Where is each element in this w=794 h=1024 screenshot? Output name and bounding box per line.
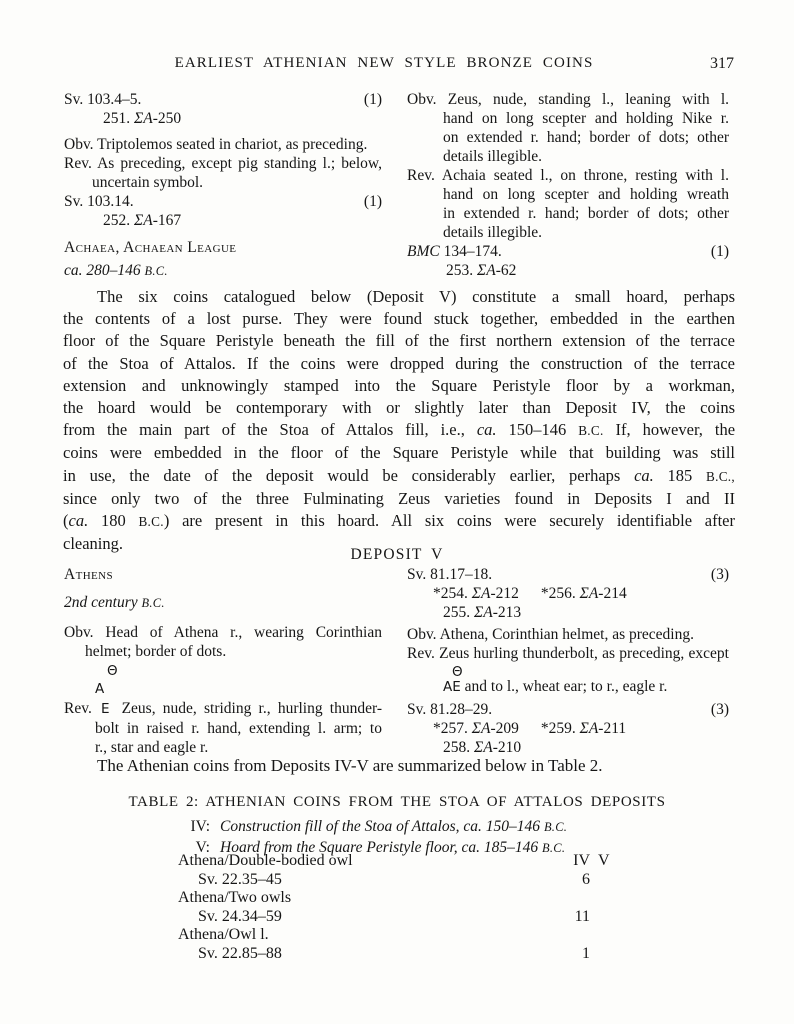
catalog-entry-ref bbox=[64, 90, 382, 109]
table-cell-value-iv: 1 bbox=[582, 944, 590, 962]
table-row-label: Athena/Double-bodied owl bbox=[178, 852, 353, 869]
reverse-description: Rev. E Zeus, nude, striding r., hurling thunder- bbox=[64, 700, 382, 717]
obverse-description: Obv. Zeus, nude, standing l., leaning with l. bbox=[407, 91, 729, 108]
century-date: 2nd century B.C. bbox=[64, 594, 165, 611]
paragraph-line: floor of the Square Peristyle beneath the fill of the first northern extension of the terrace bbox=[63, 331, 735, 351]
reverse-description-cont: uncertain symbol. bbox=[92, 174, 204, 191]
catalog-number: 251. ΣA-250 bbox=[103, 110, 182, 127]
catalog-number: 253. ΣA-62 bbox=[446, 262, 517, 279]
paragraph-line: cleaning. bbox=[63, 534, 124, 554]
reverse-description: Rev. As preceding, except pig standing l.; below, bbox=[64, 155, 382, 172]
catalog-entry-ref: BMC 134–174. (1) bbox=[407, 243, 729, 260]
table-cell-value-iv: 6 bbox=[582, 870, 590, 888]
ethnic-monogram bbox=[407, 663, 729, 680]
region-date-range: ca. 280–146 B.C. bbox=[64, 262, 168, 279]
region-heading: Achaea, Achaean League bbox=[64, 239, 237, 256]
paragraph-line: extension and unknowingly stamped into the Square Peristyle floor by a workman, bbox=[63, 375, 735, 395]
catalog-column-left bbox=[64, 90, 382, 281]
paragraph-line: from the main part of the Stoa of Attalos fill, i.e., ca. 150–146 B.C. If, however, the bbox=[63, 420, 736, 440]
alpha-monogram: A bbox=[95, 681, 105, 697]
paragraph-line: in use, the date of the deposit would be considerably earlier, perhaps ca. 185 B.C., bbox=[63, 465, 735, 485]
epsilon-monogram: E bbox=[101, 701, 110, 717]
paragraph-line: the hoard would be contemporary with or slightly later than Deposit IV, the coins bbox=[63, 398, 735, 418]
table-cell-value-iv: 11 bbox=[574, 907, 590, 925]
table-legend-item: V: Hoard from the Square Peristyle floor, ca. 185–146 B.C. bbox=[195, 838, 566, 856]
sv-reference: Sv. 103.4–5. bbox=[64, 91, 142, 108]
obverse-description: Obv. Head of Athena r., wearing Corinthian bbox=[64, 624, 382, 641]
entry-count: (3) bbox=[710, 701, 729, 718]
paragraph-line: of the Stoa of Attalos. If the coins were dropped during the construction of the terrace bbox=[63, 353, 735, 373]
paragraph-line: the contents of a lost purse. They were found stuck together, embedded in the earthen bbox=[63, 309, 735, 329]
body-paragraph bbox=[63, 286, 735, 555]
table-title: TABLE 2: ATHENIAN COINS FROM THE STOA OF ATTALOS DEPOSITS bbox=[128, 794, 666, 810]
table-row-ref: Sv. 22.35–45 6 bbox=[198, 870, 590, 888]
theta-monogram: Θ bbox=[452, 664, 463, 680]
table-row-ref: Sv. 24.34–59 11 bbox=[198, 907, 590, 925]
catalog-number-pair: *257. ΣA-209 *259. ΣA-211 bbox=[433, 720, 627, 737]
table-col-header-v: V bbox=[598, 852, 610, 869]
deposit-column-right bbox=[407, 565, 729, 757]
ae-monogram: AE bbox=[443, 679, 461, 695]
reverse-description: Rev. Achaia seated l., on throne, resting with l. bbox=[407, 167, 729, 184]
catalog-entry-ref bbox=[407, 565, 729, 584]
table-col-header-iv: IV bbox=[573, 852, 590, 869]
catalog-entry-ref bbox=[407, 700, 729, 719]
catalog-number: 252. ΣA-167 bbox=[103, 212, 182, 229]
sv-reference: Sv. 81.17–18. bbox=[407, 566, 493, 583]
table-legend-item: IV: Construction fill of the Stoa of Attalos, ca. 150–146 B.C. bbox=[190, 818, 568, 835]
paragraph-line: (ca. 180 B.C.) are present in this hoard. All six coins were securely identifiable after bbox=[63, 511, 736, 531]
obverse-description: Obv. Triptolemos seated in chariot, as preceding. bbox=[64, 136, 368, 153]
reverse-description: Rev. Zeus hurling thunderbolt, as preceding, except bbox=[407, 645, 729, 662]
table-row-label: Athena/Owl l. bbox=[178, 926, 269, 943]
coin-summary-table bbox=[178, 852, 608, 963]
catalog-number: 255. ΣA-213 bbox=[443, 604, 522, 621]
entry-count: (1) bbox=[363, 91, 382, 108]
catalog-column-right: Obv. Zeus, nude, standing l., leaning with l. hand on long scepter and holding Nike r. on extended r. hand; border of dots; other details illegible. Rev. Achaia seated l., on throne, resting with l. hand on long scepter and holding wreath in extended r. hand; border of dots; other details illegible. BMC 134–174. (1) 253. ΣA-62 bbox=[407, 91, 729, 279]
running-head-title: EARLIEST ATHENIAN NEW STYLE BRONZE COINS bbox=[174, 55, 594, 71]
paragraph-line: The six coins catalogued below (Deposit V) constitute a small hoard, perhaps bbox=[97, 287, 735, 306]
sv-reference: Sv. 103.14. bbox=[64, 193, 134, 210]
catalog-number-pair: *254. ΣA-212 *256. ΣA-214 bbox=[433, 585, 627, 602]
table-row-ref: Sv. 22.85–88 1 bbox=[198, 944, 590, 962]
page-number: 317 bbox=[710, 55, 734, 72]
catalog-number: 258. ΣA-210 bbox=[443, 739, 522, 756]
theta-monogram: Θ bbox=[107, 663, 118, 679]
deposit-section-heading: DEPOSIT V bbox=[350, 546, 444, 563]
summary-sentence: The Athenian coins from Deposits IV-V are summarized below in Table 2. bbox=[97, 756, 603, 775]
paragraph-line: coins were embedded in the floor of the Square Peristyle while that building was still bbox=[63, 443, 735, 463]
entry-count: (1) bbox=[710, 243, 729, 260]
obverse-description: Obv. Athena, Corinthian helmet, as preceding. bbox=[407, 626, 694, 643]
table-row-label: Athena/Two owls bbox=[178, 889, 292, 906]
catalog-entry-ref bbox=[64, 192, 382, 211]
ethnic-monogram bbox=[64, 661, 382, 699]
reverse-description-cont: AE and to l., wheat ear; to r., eagle r. bbox=[443, 678, 668, 695]
sv-reference: Sv. 81.28–29. bbox=[407, 701, 493, 718]
city-heading: Athens bbox=[64, 566, 114, 583]
entry-count: (3) bbox=[710, 566, 729, 583]
entry-count: (1) bbox=[363, 193, 382, 210]
bmc-reference: BMC bbox=[407, 243, 440, 260]
paragraph-line: since only two of the three Fulminating Zeus varieties found in Deposits I and II bbox=[63, 488, 735, 508]
deposit-column-left: Athens 2nd century B.C. Obv. Head of Athena r., wearing Corinthian helmet; border of dots. Θ A Rev. E Zeus, nude, striding r., hurling thunder- bolt in raised r. hand, extending l. arm; to r., star and eagle r. bbox=[64, 566, 382, 756]
